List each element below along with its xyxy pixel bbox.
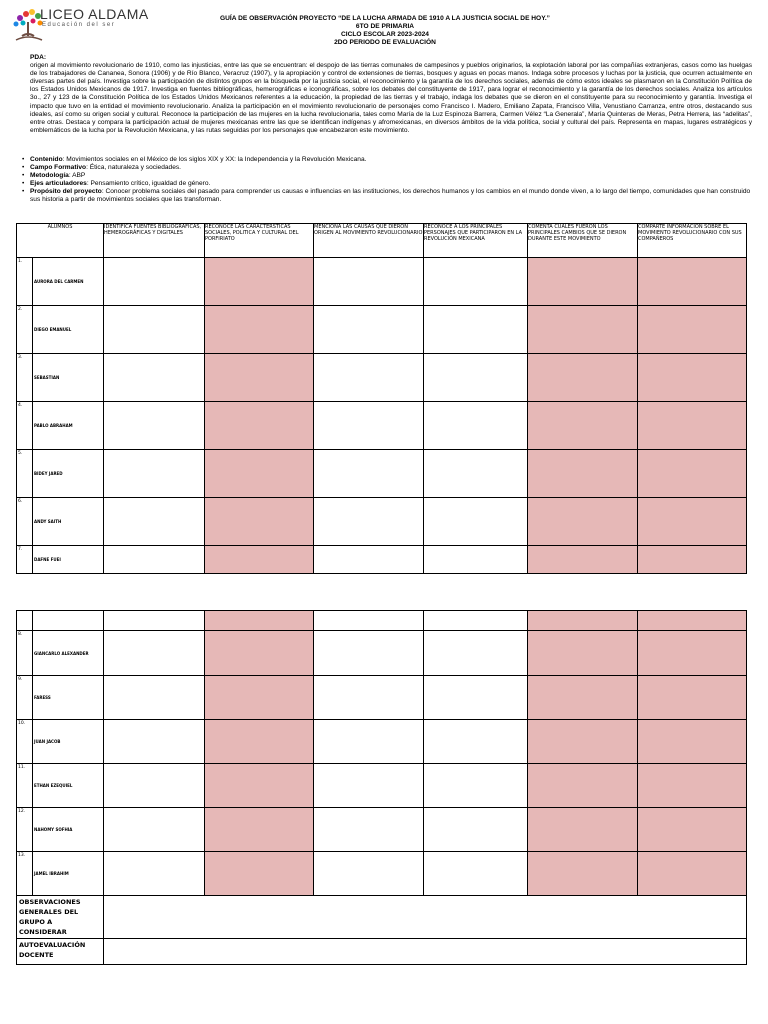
table-row [17,258,747,306]
evaluation-cell[interactable] [638,546,747,574]
table-row [17,676,747,720]
evaluation-cell[interactable] [424,354,528,402]
meta-label: Contenido [30,156,63,163]
evaluation-cell[interactable] [314,808,424,852]
list-item [30,164,760,172]
student-number: 9. [17,676,33,720]
student-number: 7. [17,546,33,574]
evaluation-cell[interactable] [205,720,314,764]
student-number: 10. [17,720,33,764]
student-number: 4. [17,402,33,450]
student-name: DIEGO EMANUEL [33,306,104,354]
evaluation-cell[interactable] [205,546,314,574]
table-row [17,720,747,764]
student-number: 12. [17,808,33,852]
column-header: IDENTIFICA FUENTES BIBLIOGRÁFICAS, HEMEROGRÁFICAS Y DIGITALES [104,224,205,258]
evaluation-cell[interactable] [638,354,747,402]
evaluation-cell[interactable] [205,676,314,720]
meta-value: : Ética, naturaleza y sociedades. [86,164,181,172]
observaciones-row [17,896,747,939]
table-header-row [17,224,747,258]
evaluation-cell[interactable] [104,306,205,354]
meta-value: : ABP [68,172,86,180]
header-title: GUÍA DE OBSERVACIÓN PROYECTO “DE LA LUCHA ARMADA DE 1910 A LA JUSTICIA SOCIAL DE HOY.” [220,15,550,22]
evaluation-cell[interactable] [424,808,528,852]
evaluation-cell[interactable] [528,808,638,852]
header-grade: 6TO DE PRIMARIA [355,23,415,30]
column-header-alumnos: ALUMNOS [17,224,104,258]
evaluation-cell[interactable] [638,852,747,896]
observaciones-field[interactable] [104,896,747,939]
evaluation-cell[interactable] [638,402,747,450]
header-cycle: CICLO ESCOLAR 2023-2024 [341,31,429,38]
meta-value: : Pensamiento crítico, igualdad de género. [86,180,211,188]
student-name: ETHAN EZEQUIEL [33,764,104,808]
evaluation-cell[interactable] [314,498,424,546]
student-name: PABLO ABRAHAM [33,402,104,450]
observation-table-2 [16,610,747,965]
evaluation-cell[interactable] [104,852,205,896]
evaluation-cell[interactable] [205,631,314,676]
document-header [150,15,620,47]
header-period: 2DO PERIODO DE EVALUACIÓN [334,39,436,46]
table-row [17,498,747,546]
evaluation-cell[interactable] [528,306,638,354]
evaluation-cell[interactable] [104,354,205,402]
evaluation-cell[interactable] [314,450,424,498]
evaluation-cell[interactable] [314,676,424,720]
evaluation-cell[interactable] [104,498,205,546]
meta-label: Metodología [30,172,69,180]
pda-section [30,54,752,135]
evaluation-cell[interactable] [638,498,747,546]
evaluation-cell[interactable] [205,450,314,498]
evaluation-cell[interactable] [314,354,424,402]
evaluation-cell[interactable] [104,720,205,764]
table-row [17,631,747,676]
pda-text: origen al movimiento revolucionario de 1910, como las injusticias, entre las que se encuentran: el despojo de las tierras comunales de campesinos y pueblos originarios, la explotación laboral por las compañías extranjeras, casos como las huelgas de los trabajadores de Cananea, Sonora (1906) y de Río Blanco, Veracruz (1907), y la apropiación y control de extensiones de tierras, bosques y aguas en pocas manos. Indaga sobre procesos y luchas por la justicia, que ocurren actualmente en diversas partes del país. Investiga sobre la participación de distintos grupos en la búsqueda por la justicia social, el reconocimiento y la garantía de los derechos sociales, además de cómo estos ideales se plasmaron en la Constitución Política de los Estados Unidos Mexicanos de 1917. Investiga en fuentes bibliográficas, hemerográficas e iconográficas, sobre los debates del constituyente de 1917, para lograr el reconocimiento y la garantía de los derechos sociales. Analiza los artículos 3o., 27 y 123 de la Constitución Política de los Estados Unidos Mexicanos referentes a la educación, la propiedad de las tierras y el trabajo, indaga los debates que se dieron en el constituyente para su reconocimiento y garantía. Investiga el impacto que tuvo en la entidad el movimiento revolucionario. Analiza la participación en el movimiento revolucionario de personajes como Francisco I. Madero, Emiliano Zapata, Francisco Villa, Venustiano Carranza, entre otros, destacando sus ideales, así como su origen social y cultural. Reconoce la participación de las mujeres en la lucha revolucionaria, tales como María de la Luz Espinoza Barrera, Carmen Vélez “La Generala”, María Quinteras de Meras, Petra Herrera, las “adelitas”, entre otras. Destaca y compara la participación actual de mujeres mexicanas entre las que se identifican indígenas y afromexicanas, en diversos ámbitos de la vida política, social y cultural del país. Representa en mapas, lugares estratégicos y emblemáticos de la lucha por la Revolución Mexicana, y las rutas seguidas por los personajes que encabezaron este movimiento. [30,62,752,134]
meta-label: Campo Formativo [30,164,87,172]
column-header: MENCIONA LAS CAUSAS QUE DIERON ORIGEN AL MOVIMIENTO REVOLUCIONARIO [314,224,424,258]
evaluation-cell[interactable] [104,546,205,574]
evaluation-cell[interactable] [638,258,747,306]
evaluation-cell[interactable] [424,676,528,720]
evaluation-cell[interactable] [104,450,205,498]
student-name: JAMEL IBRAHIM [33,852,104,896]
evaluation-cell[interactable] [638,450,747,498]
evaluation-cell[interactable] [104,631,205,676]
evaluation-cell[interactable] [638,808,747,852]
evaluation-cell[interactable] [528,546,638,574]
student-name: DAFNE FUEI [33,546,104,574]
evaluation-cell[interactable] [638,631,747,676]
evaluation-cell[interactable] [205,354,314,402]
student-number: 2. [17,306,33,354]
pda-label: PDA: [30,54,47,61]
table-blank-row [17,611,747,631]
table-row [17,306,747,354]
autoevaluacion-field[interactable] [104,939,747,965]
student-number: 5. [17,450,33,498]
student-number: 6. [17,498,33,546]
evaluation-cell[interactable] [205,808,314,852]
student-name: SEBASTIAN [33,354,104,402]
evaluation-cell[interactable] [205,764,314,808]
meta-label: Propósito del proyecto [30,188,102,196]
student-number: 11. [17,764,33,808]
evaluation-cell[interactable] [528,764,638,808]
evaluation-cell[interactable] [104,402,205,450]
evaluation-cell[interactable] [424,720,528,764]
evaluation-cell[interactable] [528,631,638,676]
evaluation-cell[interactable] [528,498,638,546]
evaluation-cell[interactable] [314,306,424,354]
autoevaluacion-label: AUTOEVALUACIÓN DOCENTE [17,939,104,965]
logo-name: LICEO ALDAMA [40,6,149,22]
evaluation-cell[interactable] [528,852,638,896]
student-name: BIDEY JARED [33,450,104,498]
list-item [30,180,760,188]
table-row [17,402,747,450]
evaluation-cell[interactable] [424,852,528,896]
evaluation-cell[interactable] [205,258,314,306]
evaluation-cell[interactable] [314,258,424,306]
evaluation-cell[interactable] [528,402,638,450]
evaluation-cell[interactable] [528,720,638,764]
student-name: FARESS [33,676,104,720]
meta-label: Ejes articuladores [30,180,87,188]
table-row [17,546,747,574]
student-name: JUAN JACOB [33,720,104,764]
evaluation-cell[interactable] [205,306,314,354]
evaluation-cell[interactable] [314,764,424,808]
evaluation-cell[interactable] [528,676,638,720]
table-row [17,852,747,896]
column-header: RECONOCE LAS CARACTERSTICAS SOCIALES, POLITICA Y CULTURAL DEL PORFIRIATO [205,224,314,258]
evaluation-cell[interactable] [104,808,205,852]
evaluation-cell[interactable] [424,546,528,574]
student-name: GIANCARLO ALEXANDER [33,631,104,676]
autoevaluacion-row [17,939,747,965]
evaluation-cell[interactable] [104,764,205,808]
evaluation-cell[interactable] [638,676,747,720]
evaluation-cell[interactable] [424,306,528,354]
list-item [30,172,760,180]
column-header: COMENTA CUALES FUERON LOS PRINCIPALES CAMBIOS QUE SE DIERON DURANTE ESTE MOVIMIENTO [528,224,638,258]
evaluation-cell[interactable] [104,258,205,306]
evaluation-cell[interactable] [424,450,528,498]
column-header: RECONOCE A LOS PRINCIPALES PERSONAJES QUE PARTICIPARON EN LA REVOLUCIÓN MEXICANA [424,224,528,258]
evaluation-cell[interactable] [205,402,314,450]
meta-value: : Movimientos sociales en el México de los siglos XIX y XX: la Independencia y la Revolución Mexicana. [62,156,367,163]
table-row [17,808,747,852]
logo-tagline: Educación del ser [42,22,116,28]
evaluation-cell[interactable] [424,258,528,306]
evaluation-cell[interactable] [314,852,424,896]
meta-value: : Conocer problema sociales del pasado para comprender us causas e influencias en las instituciones, los derechos humanos y los cambios en el mundo donde viven, a lo largo del tiempo, comunidades que han construido sus historia a partir de movimientos sociales que las transforman. [30,188,751,204]
evaluation-cell[interactable] [528,354,638,402]
observation-table-1 [16,223,747,574]
evaluation-cell[interactable] [528,258,638,306]
evaluation-cell[interactable] [205,852,314,896]
student-number: 8. [17,631,33,676]
evaluation-cell[interactable] [638,764,747,808]
evaluation-cell[interactable] [205,498,314,546]
evaluation-cell[interactable] [424,402,528,450]
student-name: ANDY SAITH [33,498,104,546]
observaciones-label: OBSERVACIONES GENERALES DEL GRUPO A CONSIDERAR [17,896,104,939]
student-number: 1. [17,258,33,306]
table-row [17,450,747,498]
evaluation-cell[interactable] [424,764,528,808]
table-row [17,764,747,808]
evaluation-cell[interactable] [104,676,205,720]
student-name: AURORA DEL CARMEN [33,258,104,306]
student-name: NAHOMY SOFHIA [33,808,104,852]
evaluation-cell[interactable] [424,631,528,676]
evaluation-cell[interactable] [314,631,424,676]
evaluation-cell[interactable] [424,498,528,546]
student-number: 13. [17,852,33,896]
evaluation-cell[interactable] [314,546,424,574]
student-number: 3. [17,354,33,402]
evaluation-cell[interactable] [314,720,424,764]
column-header: COMPARTE INFORMACIÓN SOBRE EL MOVIMIENTO REVOLUCIONARIO CON SUS COMPAÑEROS [638,224,747,258]
evaluation-cell[interactable] [528,450,638,498]
evaluation-cell[interactable] [314,402,424,450]
project-meta-list [22,156,760,205]
evaluation-cell[interactable] [638,720,747,764]
list-item [30,156,760,164]
table-row [17,354,747,402]
list-item [30,188,760,204]
evaluation-cell[interactable] [638,306,747,354]
